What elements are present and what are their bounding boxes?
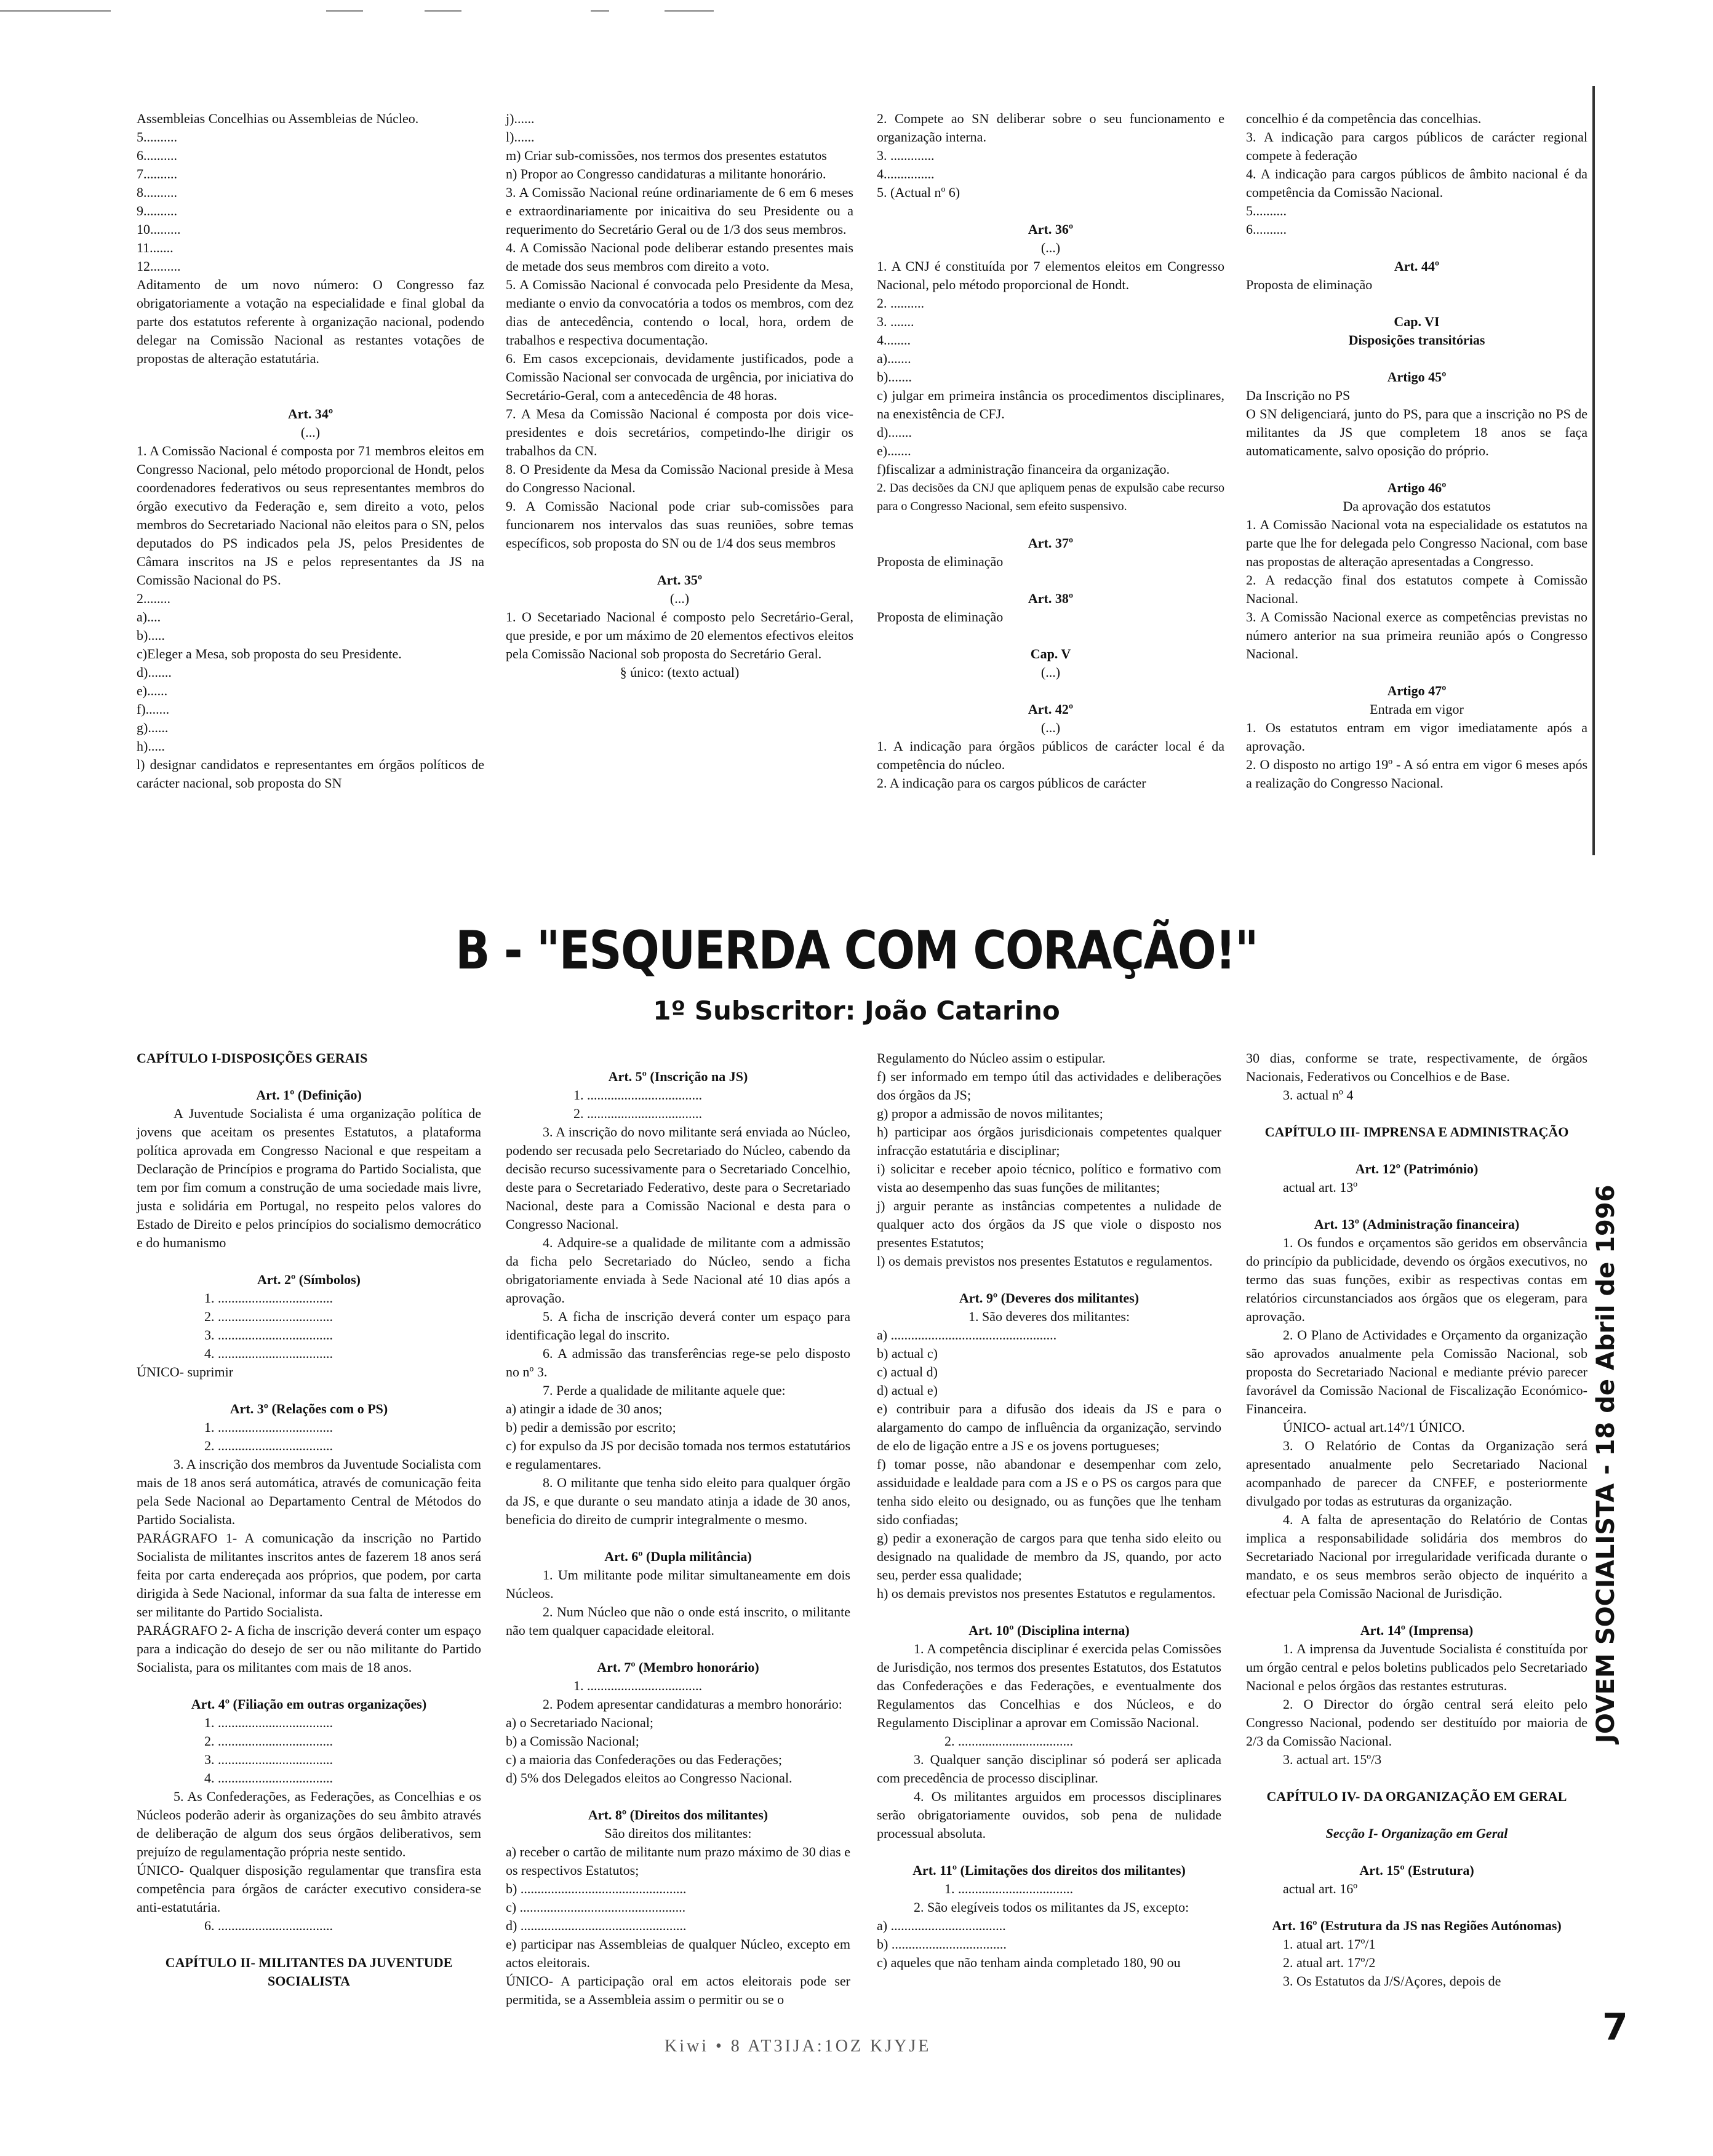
art-13-heading: Art. 13º (Administração financeira)	[1314, 1216, 1520, 1232]
art-9-heading: Art. 9º (Deveres dos militantes)	[959, 1290, 1140, 1306]
art-36-heading: Art. 36º	[1028, 222, 1074, 237]
section-b-col1: CAPÍTULO I-DISPOSIÇÕES GERAIS Art. 1º (Definição) A Juventude Socialista é uma organização política de jovens que aceitam os presentes Estatutos, a plataforma política aprovada em Congresso Nacional e que respeitam a Declaração de Princípios e programa do Partido Socialista, que tem por fim comum a construção de uma sociedade mais livre, justa e solidária em Portugal, no respeito pelos valores do Estado de Direito e pelos princípios do socialismo democrático e do humanismo Art. 2º (Símbolos) 1. .................................. 2. .................................. 3. .................................. 4. .................................. ÚNICO- suprimir Art. 3º (Relações com o PS) 1. .................................. 2. .................................. 3. A inscrição dos membros da Juventude Socialista com mais de 18 anos será automática, através de comunicação feita pela Sede Nacional ao Departamento Central de Métodos do Partido Socialista. PARÁGRAFO 1- A comunicação da inscrição no Partido Socialista de militantes inscritos antes de fazerem 18 anos será feita por carta endereçada aos próprios, que podem, por carta dirigida à Sede Nacional, informar da sua falta de interesse em ser militante do Partido Socialista. PARÁGRAFO 2- A ficha de inscrição deverá conter um espaço para a indicação do desejo de ser ou não militante do Partido Socialista, para os militantes com mais de 18 anos. Art. 4º (Filiação em outras organizações) 1. .................................. 2. .................................. 3. .................................. 4. .................................. 5. As Confederações, as Federações, as Concelhias e os Núcleos poderão aderir às organizações do seu âmbito através de deliberação de algum dos seus órgãos deliberativos, sem prejuízo de regulamentação própria neste sentido. ÚNICO- Qualquer disposição regulamentar que transfira esta competência para órgãos de carácter executivo considera-se anti-estatutária. 6. .................................. CAPÍTULO II- MILITANTES DA JUVENTUDE SOCIALISTA	[137, 1049, 481, 1990]
page-number: 7	[1602, 2006, 1628, 2049]
section-b-subtitle: 1º Subscritor: João Catarino	[653, 996, 1060, 1026]
section-b-title: B - "ESQUERDA COM CORAÇÃO!"	[455, 920, 1258, 981]
top-scan-marks	[0, 0, 1713, 37]
art-38-heading: Art. 38º	[1028, 591, 1074, 606]
art-34-heading: Art. 34º	[287, 406, 333, 421]
art-12-heading: Art. 12º (Património)	[1355, 1161, 1479, 1176]
section-a-col3: 2. Compete ao SN deliberar sobre o seu funcionamento e organização interna. 3. ............. 4............... 5. (Actual nº 6) Art. 36º (...) 1. A CNJ é constituída por 7 elementos eleitos em Congresso Nacional, pelo método proporcional de Hondt. 2. .......... 3. ....... 4........ a)....... b)....... c) julgar em primeira instância os procedimentos disciplinares, na enexistência de CFJ. d)....... e)....... f)fiscalizar a administração financeira da organização. 2. Das decisões da CNJ que apliquem penas de expulsão cabe recurso para o Congresso Nacional, sem efeito suspensivo. Art. 37º Proposta de eliminação Art. 38º Proposta de eliminação Cap. V (...) Art. 42º (...) 1. A indicação para órgãos públicos de carácter local é da competência do núcleo. 2. A indicação para os cargos públicos de carácter	[877, 111, 1224, 791]
seccao-1-heading: Secção I- Organização em Geral	[1325, 1826, 1508, 1841]
art-11-heading: Art. 11º (Limitações dos direitos dos militantes)	[912, 1863, 1186, 1878]
art-2-heading: Art. 2º (Símbolos)	[257, 1272, 361, 1287]
art-6-heading: Art. 6º (Dupla militância)	[604, 1549, 752, 1564]
section-b-col2: Art. 5º (Inscrição na JS) 1. .................................. 2. .................................. 3. A inscrição do novo militante será enviada ao Núcleo, podendo ser recusada pelo Secretariado do Núcleo, cabendo da decisão recurso sucessivamente para o Secretariado Concelhio, deste para o Secretariado Federativo, deste para o Secretariado Nacional, deste para a Comissão Nacional e desta para o Congresso Nacional. 4. Adquire-se a qualidade de militante com a admissão da ficha pelo Secretariado do Núcleo, sendo a ficha obrigatoriamente enviada à Sede Nacional até 10 dias após a aprovação. 5. A ficha de inscrição deverá conter um espaço para identificação legal do inscrito. 6. A admissão das transferências rege-se pelo disposto no nº 3. 7. Perde a qualidade de militante aquele que: a) atingir a idade de 30 anos; b) pedir a demissão por escrito; c) for expulso da JS por decisão tomada nos termos estatutários e regulamentares. 8. O militante que tenha sido eleito para qualquer órgão da JS, e que durante o seu mandato atinja a idade de 30 anos, beneficia do direito de cumprir integralmente o mesmo. Art. 6º (Dupla militância) 1. Um militante pode militar simultaneamente em dois Núcleos. 2. Num Núcleo que não o onde está inscrito, o militante não tem qualquer capacidade eleitoral. Art. 7º (Membro honorário) 1. .................................. 2. Podem apresentar candidaturas a membro honorário: a) o Secretariado Nacional; b) a Comissão Nacional; c) a maioria das Confederações ou das Federações; d) 5% dos Delegados eleitos ao Congresso Nacional. Art. 8º (Direitos dos militantes) São direitos dos militantes: a) receber o cartão de militante num prazo máximo de 30 dias e os respectivos Estatutos; b) ................................................. c) ................................................. d) ................................................. e) participar nas Assembleias de qualquer Núcleo, excepto em actos eleitorais. ÚNICO- A participação oral em actos eleitorais pode ser permitida, se a Assembleia assim o permitir ou se o	[506, 1069, 850, 2007]
cap-vi-heading: Cap. VI	[1394, 314, 1440, 329]
column-rule	[1592, 86, 1595, 855]
sidebar-publication-date: JOVEM SOCIALISTA - 18 de Abril de 1996	[1592, 1184, 1620, 1743]
art-44-heading: Art. 44º	[1394, 258, 1440, 274]
art-37-heading: Art. 37º	[1028, 535, 1074, 551]
art-10-heading: Art. 10º (Disciplina interna)	[968, 1623, 1130, 1638]
artigo-45-heading: Artigo 45º	[1387, 369, 1447, 385]
artigo-47-heading: Artigo 47º	[1387, 683, 1447, 698]
section-a-col2: j)...... l)...... m) Criar sub-comissões, nos termos dos presentes estatutos n) Propor ao Congresso candidaturas a militante honorário. 3. A Comissão Nacional reúne ordinariamente de 6 em 6 meses e extraordinariamente por inicaitiva do seu Presidente ou a requerimento do Secretário Geral ou de 1/3 dos seus membros. 4. A Comissão Nacional pode deliberar estando presentes mais de metade dos seus membros com direito a voto. 5. A Comissão Nacional é convocada pelo Presidente da Mesa, mediante o envio da convocatória a todos os membros, com dez dias de antecedência, contendo o local, hora, ordem de trabalhos e respectiva documentação. 6. Em casos excepcionais, devidamente justificados, pode a Comissão Nacional ser convocada de urgência, por iniciativa do Secretário-Geral, com a antecedência de 48 horas. 7. A Mesa da Comissão Nacional é composta por dois vice-presidentes e dois secretários, competindo-lhe dirigir os trabalhos da CN. 8. O Presidente da Mesa da Comissão Nacional preside à Mesa do Congresso Nacional. 9. A Comissão Nacional pode criar sub-comissões para funcionarem nos intervalos das suas reuniões, sobre temas específicos, sob proposta do SN ou de 1/4 dos seus membros Art. 35º (...) 1. O Secetariado Nacional é composto pelo Secretário-Geral, que preside, e por um máximo de 20 elementos efectivos eleitos pela Comissão Nacional sob proposta do Secretário Geral. § único: (texto actual)	[506, 111, 853, 680]
art-35-heading: Art. 35º	[657, 572, 703, 588]
chapter-4-heading: CAPÍTULO IV- DA ORGANIZAÇÃO EM GERAL	[1266, 1789, 1567, 1804]
art-5-heading: Art. 5º (Inscrição na JS)	[608, 1069, 748, 1084]
section-b-col3: Regulamento do Núcleo assim o estipular. f) ser informado em tempo útil das actividades e deliberações dos órgãos da JS; g) propor a admissão de novos militantes; h) participar aos órgãos jurisdicionais competentes qualquer infracção estatutária e disciplinar; i) solicitar e receber apoio técnico, político e formativo com vista ao desempenho das suas funções de militantes; j) arguir perante as instâncias competentes a nulidade de qualquer acto dos órgãos da JS que viole o disposto nos presentes Estatutos; l) os demais previstos nos presentes Estatutos e regulamentos. Art. 9º (Deveres dos militantes) 1. São deveres dos militantes: a) ................................................. b) actual c) c) actual d) d) actual e) e) contribuir para a difusão dos ideais da JS e para o alargamento do campo de influência da organização, servindo de elo de ligação entre a JS e os jovens portugueses; f) tomar posse, não abandonar e desempenhar com zelo, assiduidade e lealdade para com a JS e o PS os cargos para que tenha sido eleito ou designado, ou as funções que lhe tenham sido confiadas; g) pedir a exoneração de cargos para que tenha sido eleito ou designado na qualidade de membro da JS, quando, por acto seu, perder essa qualidade; h) os demais previstos nos presentes Estatutos e regulamentos. Art. 10º (Disciplina interna) 1. A competência disciplinar é exercida pelas Comissões de Jurisdição, nos termos dos presentes Estatutos, dos Estatutos das Confederações e das Federações, e eventualmente dos Regulamentos das Concelhias e dos Núcleos, e do Regulamento Disciplinar a aprovar em Comissão Nacional. 2. .................................. 3. Qualquer sanção disciplinar só poderá ser aplicada com precedência de processo disciplinar. 4. Os militantes arguidos em processos disciplinares serão obrigatoriamente ouvidos, sob pena de nulidade processual absoluta. Art. 11º (Limitações dos direitos dos militantes) 1. .................................. 2. São elegíveis todos os militantes da JS, excepto: a) .................................. b) .................................. c) aqueles que não tenham ainda completado 180, 90 ou	[877, 1050, 1221, 1970]
section-a-col1: Assembleias Concelhias ou Assembleias de Núcleo. 5.......... 6.......... 7.......... 8.......... 9.......... 10......... 11....... 12......... Aditamento de um novo número: O Congresso faz obrigatoriamente a votação na especialidade e final global da parte dos estatutos referente à organização nacional, podendo delegar na Comissão Nacional as restantes votações de propostas de alteração estatutária. Art. 34º (...) 1. A Comissão Nacional é composta por 71 membros eleitos em Congresso Nacional, pelo método proporcional de Hondt, pelos coordenadores federativos ou seus representantes membros do órgão executivo da Federação e, sem direito a voto, pelos membros do Secretariado Nacional não eleitos para o SN, pelos deputados do PS indicados pela JS, pelos Presidentes de Câmara inscritos na JS e pelos representantes da JS na Comissão Nacional do PS. 2........ a).... b)..... c)Eleger a Mesa, sob proposta do seu Presidente. d)....... e)...... f)....... g)...... h)..... l) designar candidatos e representantes em órgãos políticos de carácter nacional, sob proposta do SN	[137, 111, 484, 791]
art-4-heading: Art. 4º (Filiação em outras organizações)	[191, 1696, 427, 1712]
cap-v-heading: Cap. V	[1030, 646, 1071, 661]
art-1-heading: Art. 1º (Definição)	[256, 1087, 362, 1103]
art-8-heading: Art. 8º (Direitos dos militantes)	[588, 1807, 769, 1823]
chapter-3-heading: CAPÍTULO III- IMPRENSA E ADMINISTRAÇÃO	[1264, 1124, 1569, 1140]
chapter-2-heading: CAPÍTULO II- MILITANTES DA JUVENTUDE SOCIALISTA	[165, 1955, 453, 1989]
art-15-heading: Art. 15º (Estrutura)	[1359, 1863, 1474, 1878]
chapter-1-heading: CAPÍTULO I-DISPOSIÇÕES GERAIS	[137, 1050, 368, 1066]
art-3-heading: Art. 3º (Relações com o PS)	[230, 1401, 388, 1416]
section-b-col4: 30 dias, conforme se trate, respectivamente, de órgãos Nacionais, Federativos ou Concelhios e de Base. 3. actual nº 4 CAPÍTULO III- IMPRENSA E ADMINISTRAÇÃO Art. 12º (Património) actual art. 13º Art. 13º (Administração financeira) 1. Os fundos e orçamentos são geridos em observância do princípio da publicidade, devendo os órgãos executivos, no termo das suas funções, exibir as respectivas contas em relatórios circunstanciados aos órgãos que os elegeram, para aprovação. 2. O Plano de Actividades e Orçamento da organização são aprovados anualmente pela Comissão Nacional, sob proposta do Secretariado Nacional e mediante prévio parecer favorável da Comissão Nacional de Fiscalização Económico- Financeira. ÚNICO- actual art.14º/1 ÚNICO. 3. O Relatório de Contas da Organização será apresentado anualmente pelo Secretariado Nacional acompanhado de parecer da CNFEF, e posteriormente divulgado por todas as estruturas da organização. 4. A falta de apresentação do Relatório de Contas implica a responsabilidade solidária dos membros do Secretariado Nacional por irregularidade verificada durante o mandato, e os seus membros serão objecto de inquérito a efectuar pela Comissão Nacional de Jurisdição. Art. 14º (Imprensa) 1. A imprensa da Juventude Socialista é constituída por um órgão central e pelos boletins publicados pelo Secretariado Nacional e pelos órgãos das restantes estruturas. 2. O Director do órgão central será eleito pelo Congresso Nacional, podendo ser destituído por maioria de 2/3 da Comissão Nacional. 3. actual art. 15º/3 CAPÍTULO IV- DA ORGANIZAÇÃO EM GERAL Secção I- Organização em Geral Art. 15º (Estrutura) actual art. 16º Art. 16º (Estrutura da JS nas Regiões Autónomas) 1. atual art. 17º/1 2. atual art. 17º/2 3. Os Estatutos da J/S/Açores, depois de	[1246, 1050, 1587, 1989]
art-7-heading: Art. 7º (Membro honorário)	[597, 1659, 759, 1675]
artigo-46-heading: Artigo 46º	[1387, 480, 1447, 495]
art-14-heading: Art. 14º (Imprensa)	[1360, 1623, 1474, 1638]
art-16-heading: Art. 16º (Estrutura da JS nas Regiões Autónomas)	[1272, 1918, 1562, 1933]
section-a-col4: concelhio é da competência das concelhias. 3. A indicação para cargos públicos de carácter regional compete à federação 4. A indicação para cargos públicos de âmbito nacional é da competência da Comissão Nacional. 5.......... 6.......... Art. 44º Proposta de eliminação Cap. VI Disposições transitórias Artigo 45º Da Inscrição no PS O SN deligenciará, junto do PS, para que a inscrição no PS de militantes da JS que completem 18 anos se faça automaticamente, salvo oposição do próprio. Artigo 46º Da aprovação dos estatutos 1. A Comissão Nacional vota na especialidade os estatutos na parte que lhe for delegada pelo Congresso Nacional, com base nas propostas de alteração apresentadas a Congresso. 2. A redacção final dos estatutos compete à Comissão Nacional. 3. A Comissão Nacional exerce as competências previstas no número anterior na sua primeira reunião após o Congresso Nacional. Artigo 47º Entrada em vigor 1. Os estatutos entram em vigor imediatamente após a aprovação. 2. O disposto no artigo 19º - A só entra em vigor 6 meses após a realização do Congresso Nacional.	[1246, 111, 1587, 791]
art-42-heading: Art. 42º	[1028, 701, 1074, 717]
footer-mirrored-text: Kiwi • 8 AT3IJA:1OZ KJYJE	[665, 2037, 932, 2056]
